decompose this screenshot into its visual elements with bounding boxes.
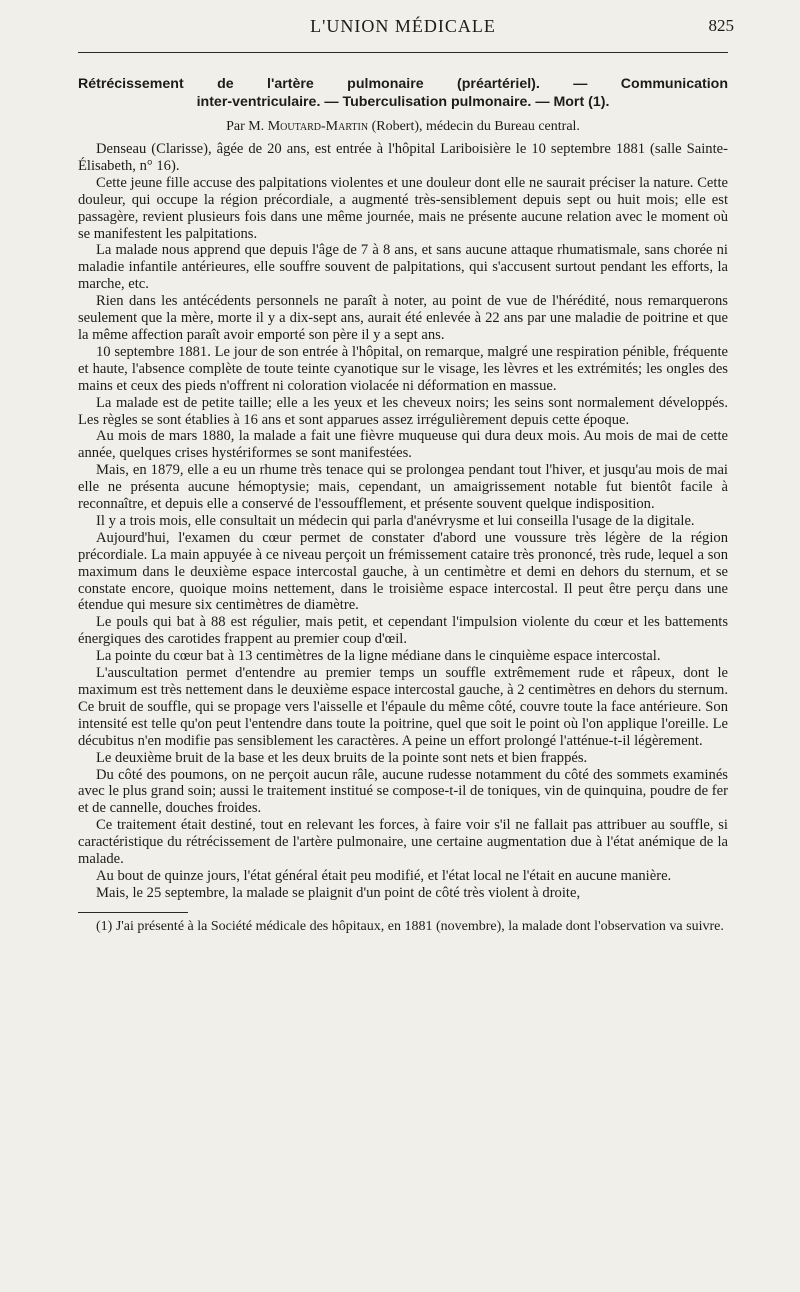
paragraph: Mais, le 25 septembre, la malade se plaignit d'un point de côté très violent à droite, [96, 884, 581, 901]
title-line-1: Rétrécissement de l'artère pulmonaire (préartériel). — Communication [78, 76, 728, 92]
paragraph: Il y a trois mois, elle consultait un médecin qui parla d'anévrysme et lui conseilla l'usage de la digitale. [96, 512, 695, 529]
page-number: 825 [708, 16, 734, 35]
paragraph: Du côté des poumons, on ne perçoit aucun râle, aucune rudesse notamment du côté des sommets examinés avec le plus grand soin; aussi le traitement institué se compose-t-il de toniques, vin de quinquina, poudre de fer et de cannelle, douches froides. [78, 766, 728, 817]
paragraph: Au bout de quinze jours, l'état général était peu modifié, et l'état local ne l'était en aucune manière. [96, 867, 672, 884]
paragraph: Ce traitement était destiné, tout en relevant les forces, à faire voir s'il ne fallait pas attribuer au souffle, si caractéristique du rétrécissement de l'artère pulmonaire, une certaine augmentation due à l'état anémique de la malade. [78, 817, 728, 868]
paragraph: L'auscultation permet d'entendre au premier temps un souffle extrêmement rude et râpeux, dont le maximum est très nettement dans le deuxième espace intercostal gauche, à 2 centimètres en dehors du sternum. Ce bruit de souffle, qui se propage vers l'aisselle et l'épaule du même côté, couvre toute la face antérieure. Son intensité est telle qu'on peut l'entendre dans toute la poitrine, quel que soit le point où l'on applique l'oreille. Le décubitus n'en modifie pas sensiblement les caractères. A peine un effort prolongé l'atténue-t-il légèrement. [78, 665, 729, 749]
page [0, 12, 800, 1292]
paragraph: La malade est de petite taille; elle a les yeux et les cheveux noirs; les seins sont normalement développés. Les règles se sont établies à 16 ans et sont apparues assez irrégulièrement depuis cette époque. [78, 394, 728, 428]
paragraph: La malade nous apprend que depuis l'âge de 7 à 8 ans, et sans aucune attaque rhumatismale, sans chorée ni maladie infantile antérieures, elle souffre souvent de palpitations, qui s'accusent surtout pendant les efforts, la marche, etc. [78, 242, 728, 293]
paragraph: Le deuxième bruit de la base et les deux bruits de la pointe sont nets et bien frappés. [96, 749, 588, 766]
paragraph: La pointe du cœur bat à 13 centimètres de la ligne médiane dans le cinquième espace intercostal. [96, 648, 661, 665]
paragraph: Mais, en 1879, elle a eu un rhume très tenace qui se prolongea pendant tout l'hiver, et jusqu'au mois de mai elle ne présenta aucune hémoptysie; mais, cependant, un amaigrissement notable fut bientôt facile à reconnaître, et depuis elle a conservé de l'essoufflement, et présente souvent quelque indisposition. [78, 462, 728, 513]
running-head: L'UNION MÉDICALE [310, 16, 496, 36]
footnote [78, 919, 728, 935]
paragraph: Au mois de mars 1880, la malade a fait une fièvre muqueuse qui dura deux mois. Au mois de mai de cette année, quelques crises hystériformes se sont manifestées. [78, 428, 728, 462]
paragraph: Denseau (Clarisse), âgée de 20 ans, est entrée à l'hôpital Lariboisière le 10 septembre 1881 (salle Sainte-Élisabeth, n° 16). [78, 141, 728, 174]
article-body [78, 141, 728, 902]
footnote-divider [78, 912, 188, 913]
article-title [78, 75, 728, 111]
page-header [78, 12, 734, 53]
author-prefix: Par M. [226, 119, 265, 134]
author-suffix: (Robert), médecin du Bureau central. [371, 119, 580, 134]
author-name: Moutard-Martin [267, 119, 369, 134]
title-line-2: inter-ventriculaire. — Tuberculisation pulmonaire. — Mort (1). [196, 94, 610, 110]
author-line [78, 119, 728, 135]
paragraph: Aujourd'hui, l'examen du cœur permet de constater d'abord une voussure très légère de la région précordiale. La main appuyée à ce niveau perçoit un frémissement cataire très prononcé, très rude, lequel a son maximum dans le deuxième espace intercostal gauche, à un centimètre et demi en dehors du sternum, et se constate encore, quoique moins nettement, dans le troisième espace intercostal. Il peut être perçu dans une étendue qui mesure six centimètres de diamètre. [78, 529, 728, 614]
paragraph: 10 septembre 1881. Le jour de son entrée à l'hôpital, on remarque, malgré une respiration pénible, fréquente et haute, l'absence complète de toute teinte cyanotique sur le visage, les lèvres et les extrémités; les ongles des mains et ceux des pieds n'offrent ni coloration violacée ni déformation en massue. [78, 343, 728, 394]
paragraph: Cette jeune fille accuse des palpitations violentes et une douleur dont elle ne saurait préciser la nature. Cette douleur, qui occupe la région précordiale, a augmenté très-sensiblement depuis sept ou huit mois; elle est passagère, revient plusieurs fois dans une même journée, mais ne présente aucune relation avec le moment où se manifestent les palpitations. [78, 174, 728, 242]
footnote-text: (1) J'ai présenté à la Société médicale des hôpitaux, en 1881 (novembre), la malade dont l'observation va suivre. [96, 918, 724, 934]
paragraph: Le pouls qui bat à 88 est régulier, mais petit, et cependant l'impulsion violente du cœur et les battements énergiques des carotides frappent au premier coup d'œil. [78, 614, 728, 648]
paragraph: Rien dans les antécédents personnels ne paraît à noter, au point de vue de l'hérédité, nous remarquerons seulement que la mère, morte il y a dix-sept ans, aurait été enlevée à 22 ans par une maladie de poitrine et que la même affection paraît avoir emporté son père il y a sept ans. [78, 293, 728, 343]
